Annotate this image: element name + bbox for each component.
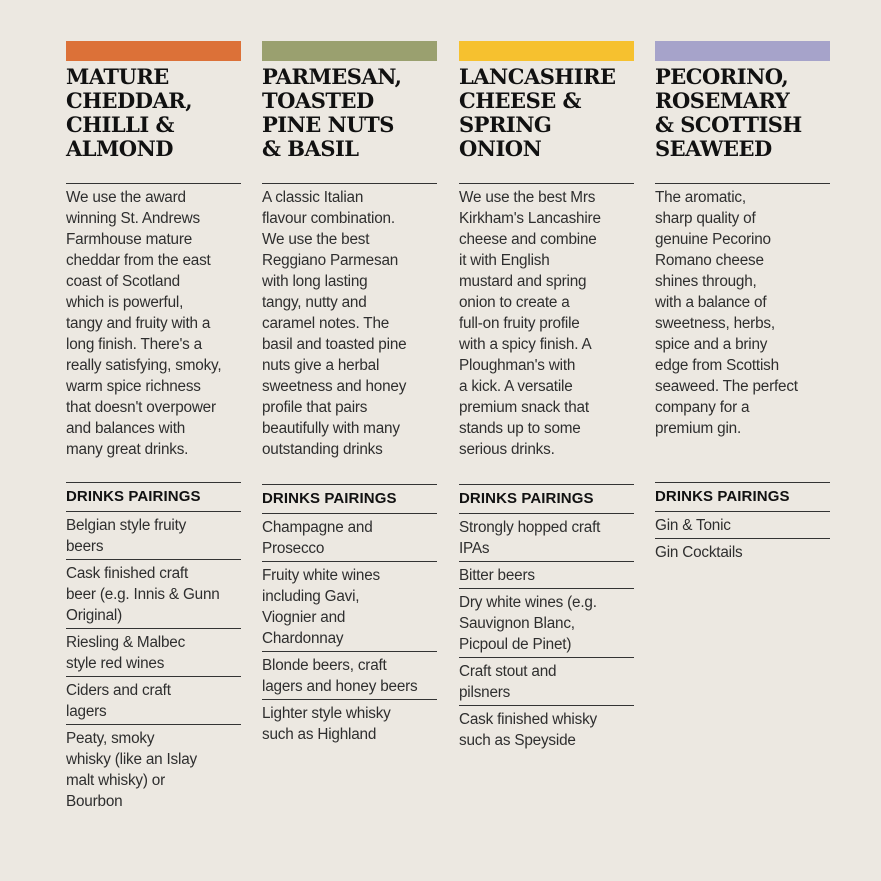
color-bar — [66, 41, 241, 61]
pairing-item: Gin & Tonic — [655, 511, 830, 538]
pairing-item: Cask finished craft beer (e.g. Innis & Gunn Original) — [66, 559, 241, 628]
drinks-pairings — [459, 484, 634, 753]
product-description: We use the award winning St. Andrews Farmhouse mature cheddar from the east coast of Scotland which is powerful, tangy and fruity with a long finish. There's a really satisfying, smoky, warm spice richness that doesn't overpower and balances with many great drinks. — [66, 183, 241, 460]
drinks-pairings — [262, 484, 437, 747]
pairing-item: Champagne and Prosecco — [262, 513, 437, 561]
pairings-heading: DRINKS PAIRINGS — [262, 490, 397, 507]
pairing-item: Cask finished whisky such as Speyside — [459, 705, 634, 753]
column-cheddar — [66, 41, 241, 810]
product-description: The aromatic, sharp quality of genuine Pecorino Romano cheese shines through, with a balance of sweetness, herbs, spice and a briny edge from Scottish seaweed. The perfect company for a premium gin. — [655, 183, 830, 439]
product-title: LANCASHIRE CHEESE & SPRING ONION — [459, 64, 616, 161]
pairings-heading: DRINKS PAIRINGS — [66, 488, 201, 505]
pairing-item: Fruity white wines including Gavi, Viognier and Chardonnay — [262, 561, 437, 651]
product-description: We use the best Mrs Kirkham's Lancashire cheese and combine it with English mustard and spring onion to create a full-on fruity profile with a spicy finish. A Ploughman's with a kick. A versatile premium snack that stands up to some serious drinks. — [459, 183, 634, 460]
column-lancashire — [459, 41, 634, 749]
drinks-pairings — [66, 482, 241, 814]
drinks-pairings — [655, 482, 830, 565]
product-title: MATURE CHEDDAR, CHILLI & ALMOND — [66, 64, 193, 161]
pairing-item: Craft stout and pilsners — [459, 657, 634, 705]
pairing-item: Belgian style fruity beers — [66, 511, 241, 559]
product-title: PARMESAN, TOASTED PINE NUTS & BASIL — [262, 64, 402, 161]
pairing-item: Bitter beers — [459, 561, 634, 588]
pairings-heading: DRINKS PAIRINGS — [459, 490, 594, 507]
pairing-item: Riesling & Malbec style red wines — [66, 628, 241, 676]
pairing-item: Peaty, smoky whisky (like an Islay malt whisky) or Bourbon — [66, 724, 241, 814]
pairings-heading: DRINKS PAIRINGS — [655, 488, 790, 505]
pairing-item: Ciders and craft lagers — [66, 676, 241, 724]
column-parmesan — [262, 41, 437, 743]
color-bar — [655, 41, 830, 61]
pairing-item: Gin Cocktails — [655, 538, 830, 565]
product-title: PECORINO, ROSEMARY & SCOTTISH SEAWEED — [655, 64, 802, 161]
pairing-item: Strongly hopped craft IPAs — [459, 513, 634, 561]
pairing-item: Dry white wines (e.g. Sauvignon Blanc, Picpoul de Pinet) — [459, 588, 634, 657]
color-bar — [459, 41, 634, 61]
pairing-item: Blonde beers, craft lagers and honey beers — [262, 651, 437, 699]
pairing-item: Lighter style whisky such as Highland — [262, 699, 437, 747]
product-description: A classic Italian flavour combination. We use the best Reggiano Parmesan with long lasting tangy, nutty and caramel notes. The basil and toasted pine nuts give a herbal sweetness and honey profile that pairs beautifully with many outstanding drinks — [262, 183, 437, 460]
color-bar — [262, 41, 437, 61]
column-pecorino — [655, 41, 830, 561]
